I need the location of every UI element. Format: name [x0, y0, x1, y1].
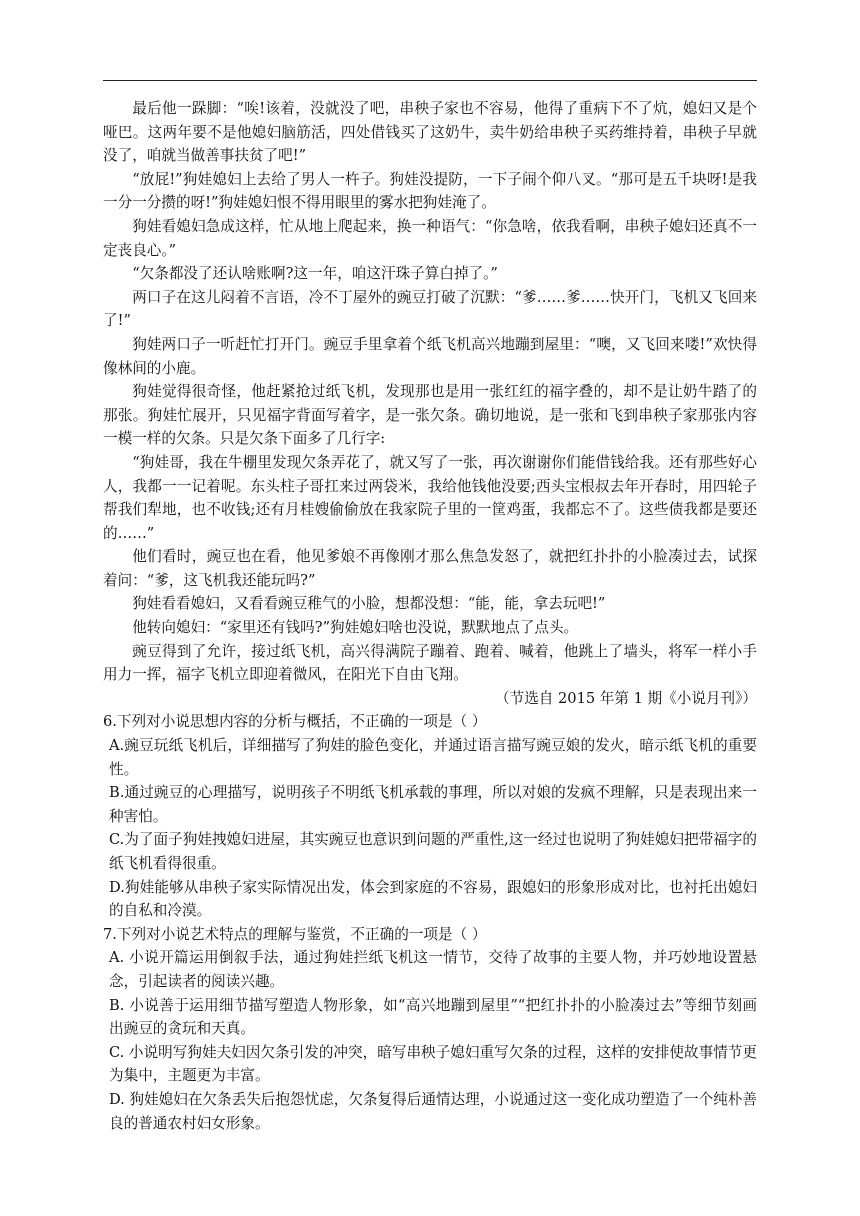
story-paragraph: 狗娃两口子一听赶忙打开门。豌豆手里拿着个纸飞机高兴地蹦到屋里：“噢，又飞回来喽!”欢快得像林间的小鹿。 — [103, 335, 757, 377]
document-body — [103, 97, 757, 1135]
answer-option: B. 小说善于运用细节描写塑造人物形象，如“高兴地蹦到屋里”“把红扑扑的小脸凑过去”等细节刻画出豌豆的贪玩和天真。 — [109, 996, 757, 1038]
answer-option: D.狗娃能够从串秧子家实际情况出发，体会到家庭的不容易，跟媳妇的形象形成对比，也衬托出媳妇的自私和冷漠。 — [109, 878, 757, 920]
story-paragraph: 最后他一跺脚：“唉!该着，没就没了吧，串秧子家也不容易，他得了重病下不了炕，媳妇又是个哑巴。这两年要不是他媳妇脑筋活，四处借钱买了这奶牛，卖牛奶给串秧子买药维持着，串秧子早就没了，咱就当做善事扶贫了吧!” — [103, 100, 757, 165]
story-paragraph: 他们看时，豌豆也在看，他见爹娘不再像刚才那么焦急发怒了，就把红扑扑的小脸凑过去，试探着问：“爹，这飞机我还能玩吗?” — [103, 548, 757, 589]
question-stem: 6.下列对小说思想内容的分析与概括，不正确的一项是（ ） — [103, 713, 487, 731]
story-paragraph: “欠条都没了还认啥账啊?这一年，咱这汗珠子算白掉了。” — [132, 265, 498, 283]
answer-option: C. 小说明写狗娃夫妇因欠条引发的冲突，暗写串秧子媳妇重写欠条的过程，这样的安排使故事情节更为集中，主题更为丰富。 — [109, 1043, 757, 1085]
header-rule — [103, 80, 757, 81]
source-citation: （节选自 2015 年第 1 期《小说月刊》） — [495, 689, 757, 707]
question-stem: 7.下列对小说艺术特点的理解与鉴赏，不正确的一项是（ ） — [103, 925, 487, 943]
answer-option: A. 小说开篇运用倒叙手法，通过狗娃拦纸飞机这一情节，交待了故事的主要人物，并巧妙地设置悬念，引起读者的阅读兴趣。 — [109, 949, 757, 990]
story-paragraph: 狗娃看看媳妇，又看看豌豆稚气的小脸，想都没想：“能，能，拿去玩吧!” — [132, 595, 606, 613]
answer-option: A.豌豆玩纸飞机后，详细描写了狗娃的脸色变化，并通过语言描写豌豆娘的发火，暗示纸飞机的重要性。 — [109, 737, 757, 778]
answer-option: C.为了面子狗娃拽媳妇进屋，其实豌豆也意识到问题的严重性,这一经过也说明了狗娃媳妇把带福字的纸飞机看得很重。 — [109, 831, 757, 872]
story-paragraph: “放屁!”狗娃媳妇上去给了男人一杵子。狗娃没提防，一下子闹个仰八叉。“那可是五千块呀!是我一分一分攒的呀!”狗娃媳妇恨不得用眼里的雾水把狗娃淹了。 — [103, 170, 757, 212]
story-paragraph: 他转向媳妇：“家里还有钱吗?”狗娃媳妇啥也没说，默默地点了点头。 — [132, 619, 579, 637]
story-paragraph: 豌豆得到了允许，接过纸飞机，高兴得满院子蹦着、跑着、喊着，他跳上了墙头，将军一样小手用力一挥，福字飞机立即迎着微风，在阳光下自由飞翔。 — [103, 642, 757, 684]
story-paragraph: 狗娃觉得很奇怪，他赶紧抢过纸飞机，发现那也是用一张红红的福字叠的，却不是让奶牛踏了的那张。狗娃忙展开，只见福字背面写着字，是一张欠条。确切地说，是一张和飞到串秧子家那张内容一模一样的欠条。只是欠条下面多了几行字: — [103, 383, 757, 448]
answer-option: B.通过豌豆的心理描写，说明孩子不明纸飞机承载的事理，所以对娘的发疯不理解，只是表现出来一种害怕。 — [109, 784, 757, 825]
story-paragraph: 两口子在这儿闷着不言语，冷不丁屋外的豌豆打破了沉默：“爹……爹……快开门，飞机又飞回来了!” — [103, 288, 757, 330]
story-paragraph: “狗娃哥，我在牛棚里发现欠条弄花了，就又写了一张，再次谢谢你们能借钱给我。还有那些好心人，我都一一记着呢。东头柱子哥扛来过两袋米，我给他钱他没要;西头宝根叔去年开春时，用四轮子帮我们犁地，也不收钱;还有月桂嫂偷偷放在我家院子里的一筐鸡蛋，我都忘不了。这些债我都是要还的……” — [103, 453, 757, 542]
story-paragraph: 狗娃看媳妇急成这样，忙从地上爬起来，换一种语气：“你急啥，依我看啊，串秧子媳妇还真不一定丧良心。” — [103, 217, 757, 259]
answer-option: D. 狗娃媳妇在欠条丢失后抱怨忧虑，欠条复得后通情达理，小说通过这一变化成功塑造了一个纯朴善良的普通农村妇女形象。 — [109, 1090, 757, 1132]
